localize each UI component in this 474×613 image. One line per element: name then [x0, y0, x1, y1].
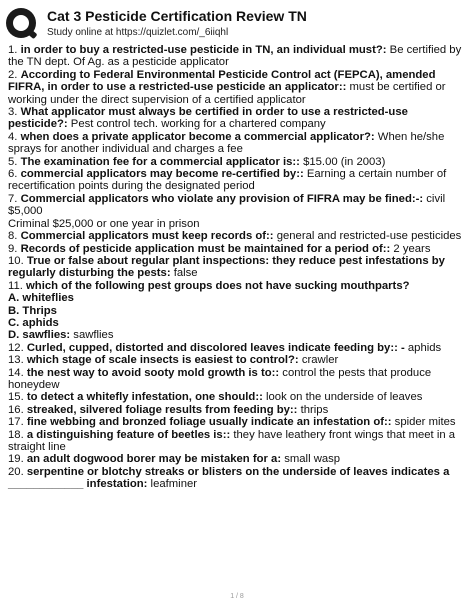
answer-text: Pest control tech. working for a chartered company [67, 118, 326, 131]
question-text: a distinguishing feature of beetles is:: [26, 428, 231, 441]
answer-text: leafminer [147, 478, 198, 491]
question-text: Curled, cupped, distorted and discolored leaves indicate feeding by:: - [26, 341, 405, 354]
item-number: 15. [8, 391, 24, 404]
qa-item [8, 230, 466, 242]
item-number: 11. [8, 279, 23, 292]
question-text: What applicator must always be certified in order to use a restricted-use pesticide?: [8, 106, 408, 131]
answer-text: spider mites [391, 416, 456, 429]
qa-item [8, 193, 466, 230]
item-number: 10. [8, 254, 24, 267]
qa-item [8, 44, 466, 69]
item-number: 1. [8, 44, 18, 56]
qa-list [8, 44, 466, 491]
answer-text: 2 years [390, 242, 431, 255]
question-text: which of the following pest groups does not have sucking mouthparts? A. whiteflies B. Thrips C. aphids D. sawflies: [8, 279, 410, 342]
page-header [6, 6, 468, 44]
answer-text: aphids [404, 341, 442, 354]
question-text: True or false about regular plant inspections: they reduce pest infestations by regularly disturbing the pests: [8, 254, 445, 280]
item-number: 14. [8, 366, 24, 379]
page-title: Cat 3 Pesticide Certification Review TN [47, 8, 307, 24]
question-text: Commercial applicators must keep records of:: [20, 230, 274, 243]
answer-text: false [170, 267, 198, 280]
answer-text: $15.00 (in 2003) [299, 155, 386, 168]
question-text: in order to buy a restricted-use pesticide in TN, an individual must?: [20, 44, 387, 56]
page-number: 1 / 8 [230, 593, 244, 600]
qa-item [8, 280, 466, 342]
item-number: 18. [8, 428, 24, 441]
qa-item [8, 453, 466, 465]
answer-text: sawflies [70, 329, 114, 342]
qa-item [8, 404, 466, 416]
question-text: when does a private applicator become a commercial applicator?: [20, 130, 375, 143]
qa-item [8, 416, 466, 428]
item-number: 5. [8, 155, 18, 168]
qa-item [8, 131, 466, 156]
item-number: 8. [8, 230, 18, 243]
answer-text: general and restricted-use pesticides [273, 230, 462, 243]
qa-item [8, 243, 466, 255]
question-text: Commercial applicators who violate any provision of FIFRA may be fined:-: [20, 192, 424, 205]
question-text: Records of pesticide application must be maintained for a period of:: [20, 242, 391, 255]
qa-item [8, 367, 466, 392]
item-number: 3. [8, 106, 18, 119]
answer-text: they have leathery front wings that meet in a straight line [8, 428, 456, 453]
answer-text: Earning a certain number of recertification points during the designated period [8, 168, 447, 193]
item-number: 7. [8, 192, 18, 205]
qa-item [8, 69, 466, 106]
question-text: commercial applicators may become re-certified by:: [20, 168, 304, 181]
question-text: fine webbing and bronzed foliage usually indicate an infestation of:: [26, 416, 392, 429]
question-text: serpentine or blotchy streaks or blisters on the underside of leaves indicates a ____________ infestation: [8, 465, 450, 491]
answer-text: control the pests that produce honeydew [8, 366, 432, 391]
question-text: The examination fee for a commercial applicator is:: [20, 155, 300, 168]
answer-text: must be certified or working under the direct supervision of a certified applicator [8, 81, 446, 106]
page-subtitle: Study online at https://quizlet.com/_6iiqhl [47, 27, 229, 38]
qa-item [8, 342, 466, 354]
qa-item [8, 255, 466, 280]
item-number: 20. [8, 465, 24, 478]
answer-text: thrips [297, 403, 329, 416]
item-number: 17. [8, 416, 24, 429]
item-number: 13. [8, 354, 24, 367]
answer-text: look on the underside of leaves [262, 391, 423, 404]
item-number: 6. [8, 168, 18, 181]
question-text: an adult dogwood borer may be mistaken for a: [26, 453, 282, 466]
item-number: 2. [8, 68, 18, 81]
qa-item [8, 354, 466, 366]
qa-item [8, 168, 466, 193]
answer-text: crawler [298, 354, 339, 367]
answer-text: civil $5,000 Criminal $25,000 or one year in prison [8, 192, 446, 230]
answer-text: When he/she sprays for another individual and charges a fee [8, 130, 445, 156]
question-text: which stage of scale insects is easiest to control?: [26, 354, 299, 367]
question-text: to detect a whitefly infestation, one should:: [26, 391, 263, 404]
qa-item [8, 391, 466, 403]
question-text: According to Federal Environmental Pesticide Control act (FEPCA), amended FIFRA, in order to use a restricted-use pesticide an applicator:: [8, 68, 436, 94]
item-number: 4. [8, 130, 18, 143]
answer-text: Be certified by the TN dept. Of Ag. as a pesticide applicator [8, 44, 462, 69]
question-text: the nest way to avoid sooty mold growth is to:: [26, 366, 280, 379]
qa-item [8, 466, 466, 491]
qa-item [8, 106, 466, 131]
item-number: 16. [8, 403, 24, 416]
qa-item [8, 156, 466, 168]
qa-item [8, 429, 466, 454]
item-number: 19. [8, 453, 24, 466]
answer-text: small wasp [281, 453, 341, 466]
question-text: streaked, silvered foliage results from feeding by:: [26, 403, 298, 416]
item-number: 12. [8, 341, 24, 354]
quizlet-logo-icon [6, 8, 36, 38]
item-number: 9. [8, 242, 18, 255]
